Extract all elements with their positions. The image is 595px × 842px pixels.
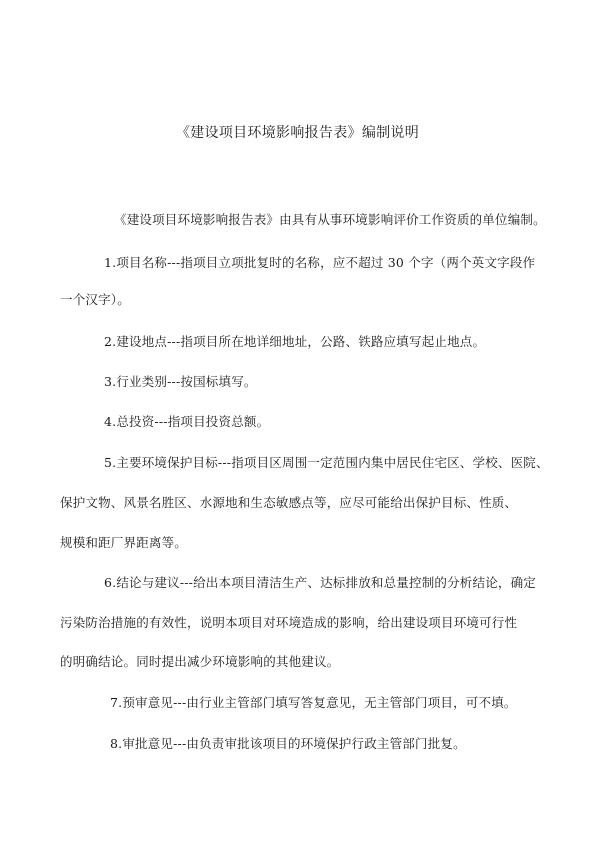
item-6-line-2: 污染防治措施的有效性，说明本项目对环境造成的影响，给出建设项目环境可行性: [60, 615, 518, 630]
item-6-line-3: 的明确结论。同时提出减少环境影响的其他建议。: [60, 654, 340, 669]
document-title: 《建设项目环境影响报告表》编制说明: [175, 125, 420, 141]
item-4-line-1: 4.总投资---指项目投资总额。: [104, 414, 270, 429]
item-1-line-2: 一个汉字）。: [60, 292, 130, 307]
item-3-line-1: 3.行业类别---按国标填写。: [104, 374, 257, 389]
intro-paragraph: 《建设项目环境影响报告表》由具有从事环境影响评价工作资质的单位编制。: [114, 212, 546, 227]
item-5-line-1: 5.主要环境保护目标---指项目区周围一定范围内集中居民住宅区、学校、医院、: [104, 455, 549, 470]
item-5-line-2: 保护文物、风景名胜区、水源地和生态敏感点等，应尽可能给出保护目标、性质、: [60, 495, 518, 510]
item-2-line-1: 2.建设地点---指项目所在地详细地址，公路、铁路应填写起止地点。: [104, 334, 486, 349]
item-7-line-1: 7.预审意见---由行业主管部门填写答复意见，无主管部门项目，可不填。: [110, 695, 517, 710]
item-1-line-1: 1.项目名称---指项目立项批复时的名称，应不超过 30 个字（两个英文字段作: [104, 255, 536, 270]
item-8-line-1: 8.审批意见---由负责审批该项目的环境保护行政主管部门批复。: [110, 736, 466, 751]
item-6-line-1: 6.结论与建议---给出本项目清洁生产、达标排放和总量控制的分析结论，确定: [104, 575, 536, 590]
item-5-line-3: 规模和距厂界距离等。: [60, 535, 188, 550]
